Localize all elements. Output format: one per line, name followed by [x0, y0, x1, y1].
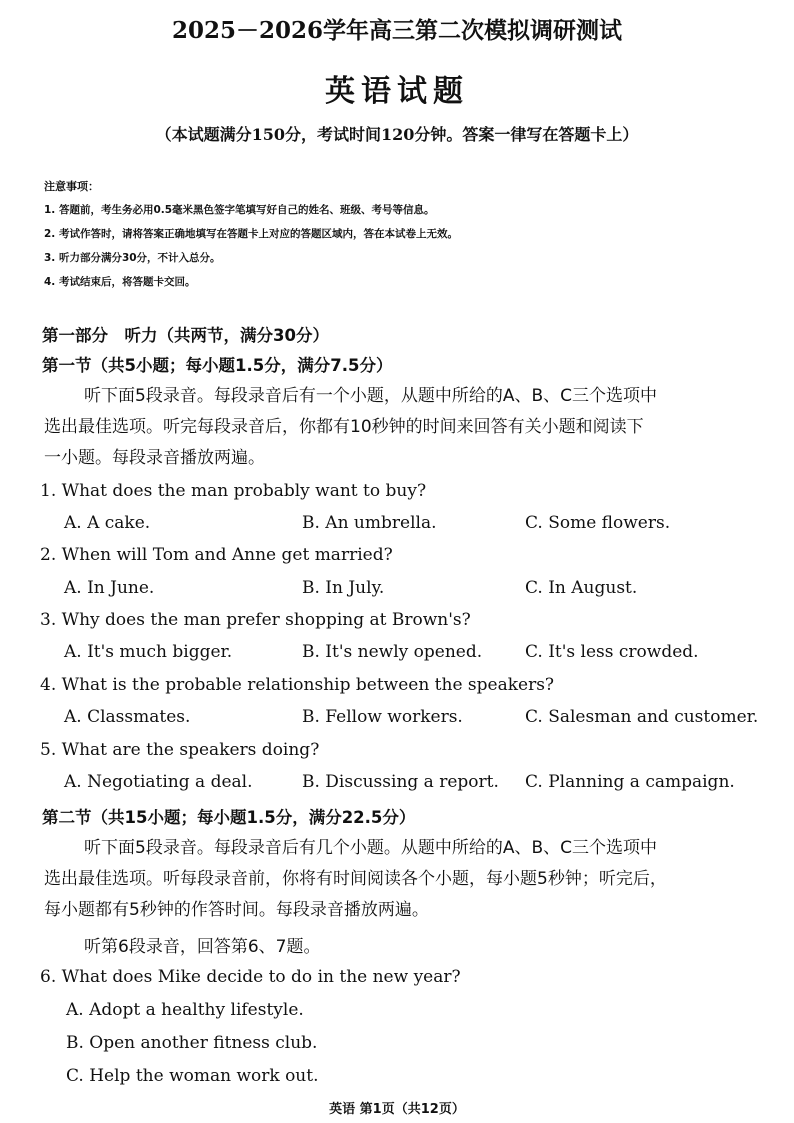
question-stem: 6. What does Mike decide to do in the new year?	[40, 967, 461, 987]
instruction-line: 听下面5段录音。每段录音后有几个小题。从题中所给的A、B、C三个选项中	[84, 838, 657, 858]
question-stem: 1. What does the man probably want to buy?	[40, 481, 427, 501]
notice-item: 4. 考试结束后，将答题卡交回。	[44, 276, 196, 288]
notice-item: 2. 考试作答时，请将答案正确地填写在答题卡上对应的答题区域内，答在本试卷上无效。	[44, 228, 458, 240]
sub-instruction-line: 听第6段录音，回答第6、7题。	[84, 937, 321, 957]
section2-sub-instruction	[44, 932, 766, 963]
option-a: A. Adopt a healthy lifestyle.	[66, 1000, 304, 1020]
section1-heading: 第一节（共5小题；每小题1.5分，满分7.5分）	[42, 356, 393, 375]
section1-instructions-cont	[44, 412, 766, 474]
option-b: B. Fellow workers.	[302, 707, 463, 727]
option-c: C. Salesman and customer.	[525, 707, 759, 727]
option-c: C. Help the woman work out.	[66, 1066, 319, 1086]
option-b: B. In July.	[302, 578, 385, 598]
option-a: A. A cake.	[64, 513, 151, 533]
exam-note: （本试题满分150分，考试时间120分钟。答案一律写在答题卡上）	[155, 125, 639, 144]
section2-heading: 第二节（共15小题；每小题1.5分，满分22.5分）	[42, 808, 416, 827]
question-stem: 3. Why does the man prefer shopping at Brown's?	[40, 610, 471, 630]
option-b: B. An umbrella.	[302, 513, 437, 533]
option-b: B. Open another fitness club.	[66, 1033, 318, 1053]
instruction-line: 一小题。每段录音播放两遍。	[44, 448, 265, 468]
option-c: C. It's less crowded.	[525, 642, 699, 662]
option-a: A. Negotiating a deal.	[64, 772, 253, 792]
notice-heading: 注意事项：	[44, 180, 99, 193]
part1-heading: 第一部分 听力（共两节，满分30分）	[42, 326, 329, 345]
subject-title: 英语试题	[325, 74, 469, 109]
instruction-line: 听下面5段录音。每段录音后有一个小题，从题中所给的A、B、C三个选项中	[84, 386, 657, 406]
exam-title: 2025－2026学年高三第二次模拟调研测试	[171, 17, 623, 44]
page-footer: 英语 第1页（共12页）	[329, 1102, 465, 1117]
section1-instructions	[44, 381, 766, 412]
instruction-line: 每小题都有5秒钟的作答时间。每段录音播放两遍。	[44, 900, 429, 920]
question-stem: 4. What is the probable relationship between the speakers?	[40, 675, 555, 695]
section2-instructions	[44, 833, 766, 864]
option-b: B. It's newly opened.	[302, 642, 483, 662]
notice-block	[44, 178, 458, 299]
instruction-line: 选出最佳选项。听每段录音前，你将有时间阅读各个小题，每小题5秒钟；听完后，	[44, 869, 667, 889]
notice-item: 1. 答题前，考生务必用0.5毫米黑色签字笔填写好自己的姓名、班级、考号等信息。	[44, 204, 435, 216]
option-b: B. Discussing a report.	[302, 772, 499, 792]
option-a: A. It's much bigger.	[64, 642, 233, 662]
option-c: C. In August.	[525, 578, 638, 598]
instruction-line: 选出最佳选项。听完每段录音后，你都有10秒钟的时间来回答有关小题和阅读下	[44, 417, 644, 437]
section2-instructions-cont	[44, 864, 766, 926]
option-c: C. Some flowers.	[525, 513, 671, 533]
question-stem: 2. When will Tom and Anne get married?	[40, 545, 393, 565]
option-a: A. In June.	[64, 578, 155, 598]
option-c: C. Planning a campaign.	[525, 772, 735, 792]
option-a: A. Classmates.	[64, 707, 191, 727]
question-stem: 5. What are the speakers doing?	[40, 740, 320, 760]
notice-item: 3. 听力部分满分30分，不计入总分。	[44, 252, 221, 264]
